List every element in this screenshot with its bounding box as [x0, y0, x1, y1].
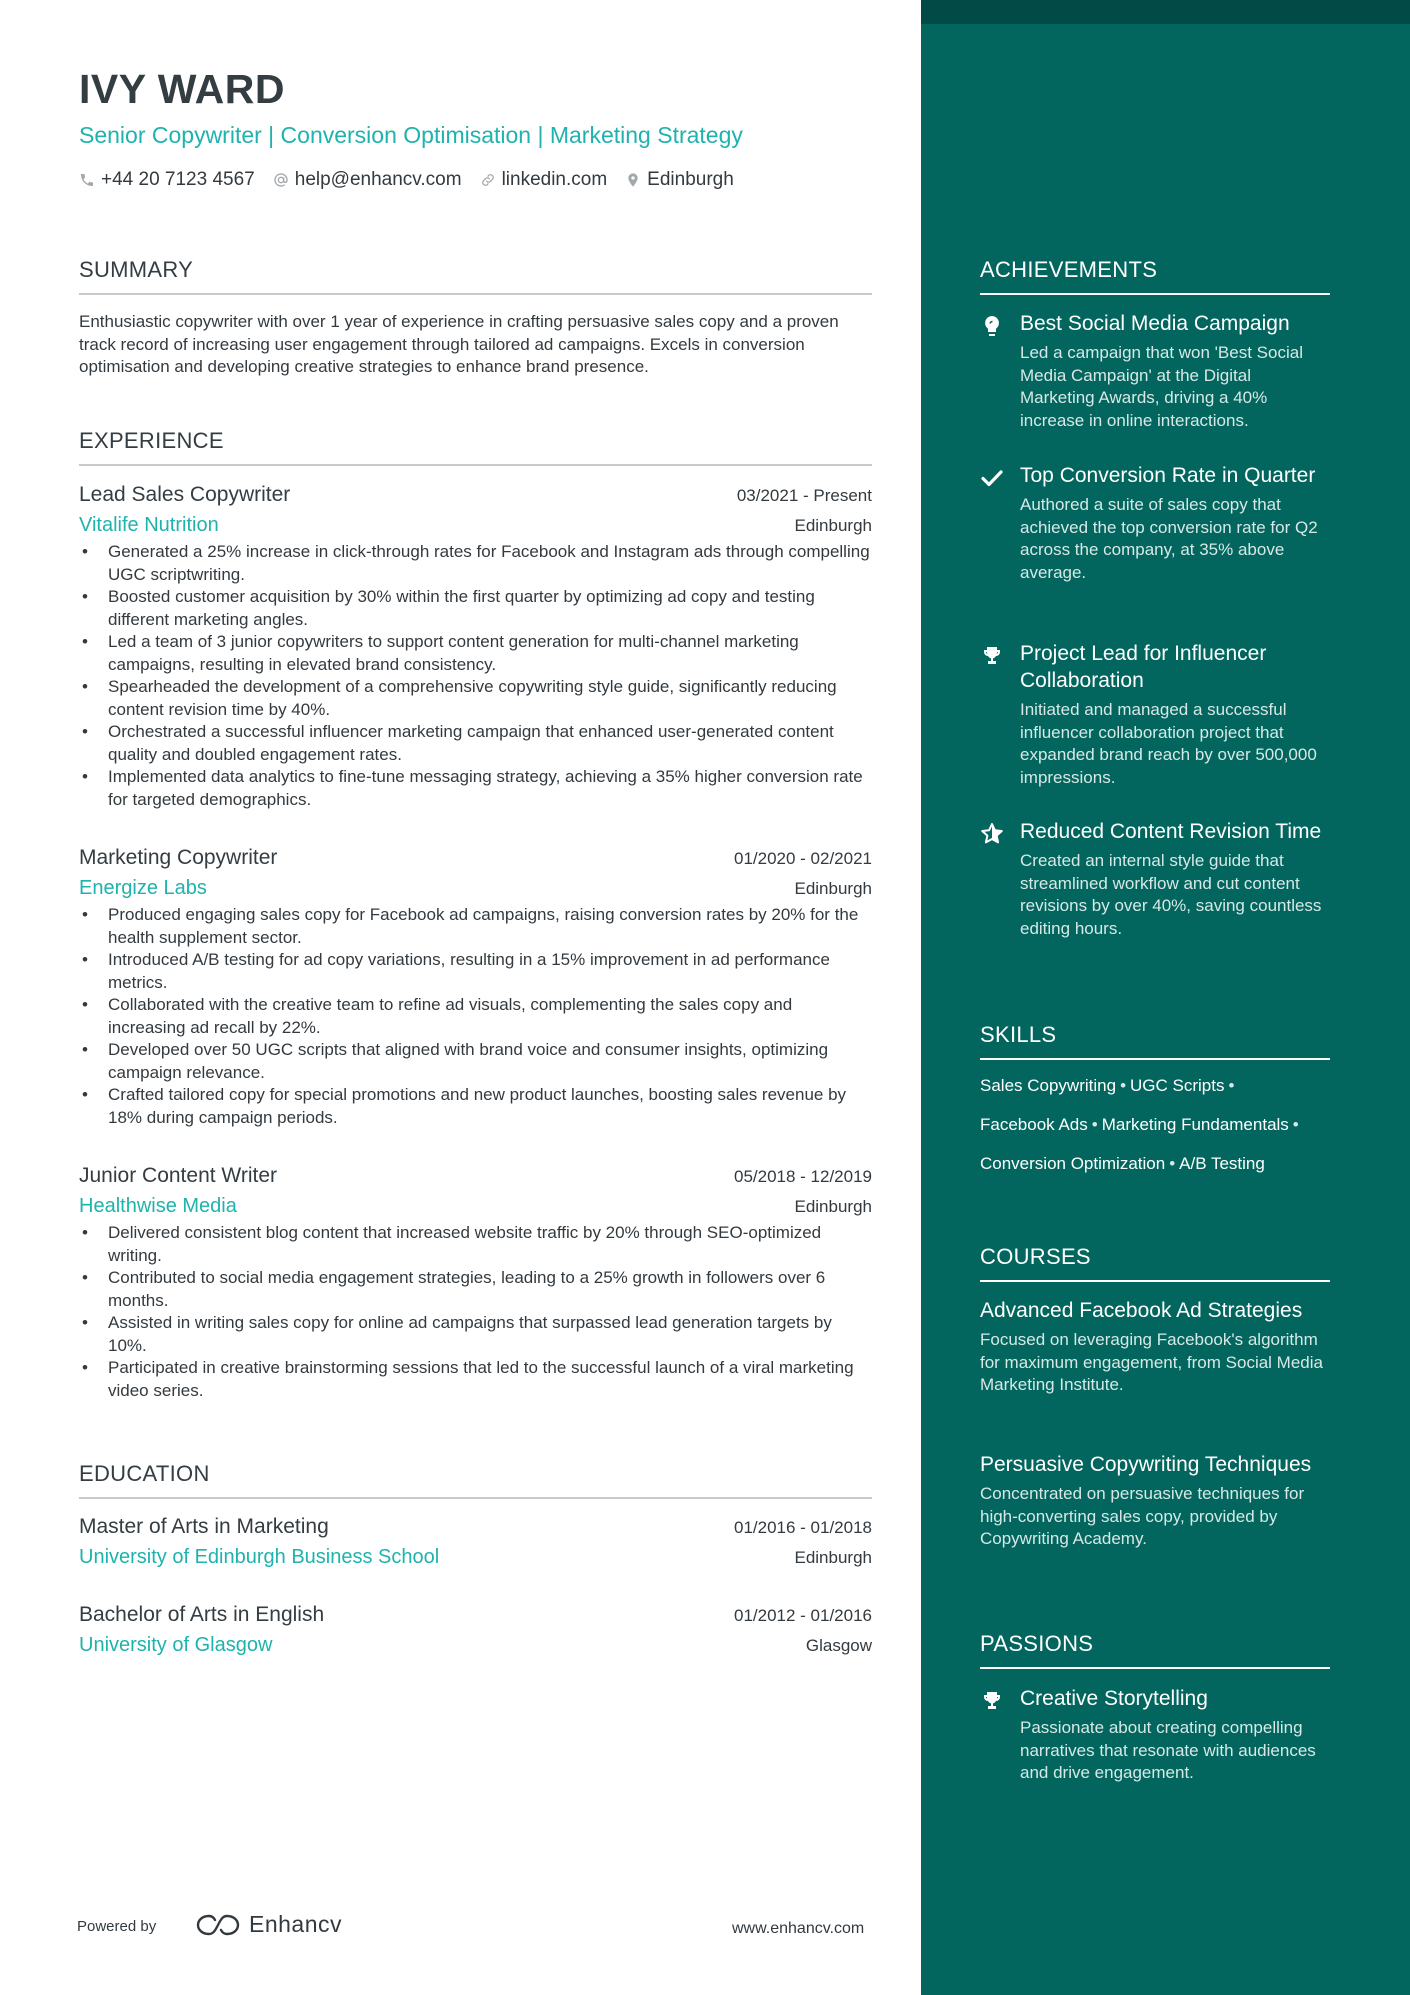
job-dates: 05/2018 - 12/2019 [733, 1167, 872, 1186]
achievement-item [980, 462, 1330, 584]
skill-separator: • [1228, 1076, 1235, 1095]
school-name[interactable]: University of Glasgow [79, 1634, 273, 1656]
experience-entry [79, 846, 872, 1129]
job-dates: 03/2021 - Present [736, 486, 872, 505]
passion-title: Creative Storytelling [1020, 1687, 1208, 1710]
summary-heading: SUMMARY [79, 257, 872, 295]
bullet-list [79, 541, 872, 811]
checkmark-icon [980, 466, 1004, 490]
skill-separator: • [1091, 1115, 1098, 1134]
star-icon [980, 822, 1004, 846]
education-dates: 01/2016 - 01/2018 [733, 1518, 872, 1537]
school-name[interactable]: University of Edinburgh Business School [79, 1546, 440, 1568]
link-icon [480, 172, 496, 188]
job-dates: 01/2020 - 02/2021 [733, 849, 872, 868]
achievement-desc: Led a campaign that won 'Best Social Media Campaign' at the Digital Marketing Awards, driving a 40% increase in online interactions. [1020, 343, 1303, 430]
course-title: Persuasive Copywriting Techniques [980, 1453, 1312, 1476]
job-location: Edinburgh [794, 516, 872, 535]
bullet-item: • Collaborated with the creative team to refine ad visuals, complementing the sales copy and increasing ad recall by 22%. [79, 994, 872, 1039]
bullet-item: • Implemented data analytics to fine-tune messaging strategy, achieving a 35% higher conversion rate for targeted demographics. [79, 766, 872, 811]
course-item [980, 1451, 1330, 1551]
education-location: Glasgow [805, 1636, 872, 1655]
bullet-item: • Led a team of 3 junior copywriters to support content generation for multi-channel marketing campaigns, resulting in elevated brand consistency. [79, 631, 872, 676]
skill-row [980, 1076, 1360, 1115]
passions-heading: PASSIONS [980, 1631, 1330, 1669]
candidate-name: IVY WARD [79, 66, 285, 112]
powered-by-label: Powered by [77, 1918, 157, 1935]
contact-bar [79, 169, 752, 191]
bullet-item: • Orchestrated a successful influencer marketing campaign that enhanced user-generated content quality and doubled engagement rates. [79, 721, 872, 766]
passion-desc: Passionate about creating compelling narratives that resonate with audiences and drive engagement. [1020, 1718, 1316, 1782]
education-entry [79, 1515, 872, 1569]
bullet-item: • Developed over 50 UGC scripts that aligned with brand voice and consumer insights, optimizing campaign relevance. [79, 1039, 872, 1084]
skills-heading: SKILLS [980, 1022, 1330, 1060]
skills-list [980, 1076, 1360, 1193]
skill-tag: UGC Scripts [1130, 1076, 1225, 1095]
bullet-list [79, 904, 872, 1129]
contact-linkedin[interactable] [480, 169, 608, 191]
course-item [980, 1297, 1330, 1397]
education-dates: 01/2012 - 01/2016 [733, 1606, 872, 1625]
trophy-icon [980, 1689, 1004, 1713]
skill-tag: A/B Testing [1179, 1154, 1265, 1173]
experience-entry [79, 1164, 872, 1402]
job-title: Lead Sales Copywriter [79, 483, 291, 506]
skill-tag: Conversion Optimization [980, 1154, 1166, 1173]
linkedin-text: linkedin.com [501, 169, 608, 190]
skill-tag: Facebook Ads [980, 1115, 1088, 1134]
skill-row [980, 1154, 1360, 1193]
phone-icon [79, 172, 95, 188]
skill-tag: Sales Copywriting [980, 1076, 1117, 1095]
job-title: Junior Content Writer [79, 1164, 278, 1187]
skill-tag: Marketing Fundamentals [1101, 1115, 1289, 1134]
achievement-title: Best Social Media Campaign [1020, 312, 1290, 335]
bullet-item: • Participated in creative brainstorming sessions that led to the successful launch of a viral marketing video series. [79, 1357, 872, 1402]
achievement-item [980, 818, 1330, 940]
skill-separator: • [1292, 1115, 1299, 1134]
degree-title: Bachelor of Arts in English [79, 1603, 325, 1626]
education-location: Edinburgh [794, 1548, 872, 1567]
enhancv-brand: Enhancv [249, 1911, 343, 1937]
location-pin-icon [625, 171, 641, 189]
contact-phone[interactable] [79, 169, 255, 191]
course-desc: Focused on leveraging Facebook's algorithm for maximum engagement, from Social Media Marketing Institute. [980, 1330, 1323, 1394]
phone-text: +44 20 7123 4567 [101, 169, 255, 190]
skill-row [980, 1115, 1360, 1154]
at-icon [273, 172, 289, 188]
job-title: Marketing Copywriter [79, 846, 278, 869]
achievement-title: Reduced Content Revision Time [1020, 820, 1322, 843]
skill-separator: • [1120, 1076, 1127, 1095]
headline: Senior Copywriter | Conversion Optimisation | Marketing Strategy [79, 122, 743, 148]
company-name[interactable]: Energize Labs [79, 877, 207, 899]
location-text: Edinburgh [647, 169, 734, 190]
trophy-icon [980, 644, 1004, 668]
bullet-item: • Produced engaging sales copy for Facebook ad campaigns, raising conversion rates by 20% for the health supplement sector. [79, 904, 872, 949]
enhancv-logo-icon [195, 1912, 241, 1938]
bullet-item: • Generated a 25% increase in click-through rates for Facebook and Instagram ads through compelling UGC scriptwriting. [79, 541, 872, 586]
achievement-desc: Initiated and managed a successful influencer collaboration project that expanded brand reach by over 500,000 impressions. [1020, 700, 1317, 787]
achievement-desc: Authored a suite of sales copy that achieved the top conversion rate for Q2 across the company, at 35% above average. [1020, 495, 1318, 582]
enhancv-logo[interactable] [195, 1911, 342, 1938]
bullet-item: • Delivered consistent blog content that increased website traffic by 20% through SEO-optimized writing. [79, 1222, 872, 1267]
bullet-item: • Boosted customer acquisition by 30% within the first quarter by optimizing ad copy and testing different marketing angles. [79, 586, 872, 631]
passion-item [980, 1685, 1330, 1785]
degree-title: Master of Arts in Marketing [79, 1515, 329, 1538]
summary-text: Enthusiastic copywriter with over 1 year of experience in crafting persuasive sales copy and a proven track record of increasing user engagement through tailored ad campaigns. Excels in conversion optimisation and developing creative strategies to enhance brand presence. [79, 312, 839, 376]
lightbulb-icon [980, 314, 1004, 338]
bullet-list [79, 1222, 872, 1402]
bullet-item: • Crafted tailored copy for special promotions and new product launches, boosting sales revenue by 18% during campaign periods. [79, 1084, 872, 1129]
education-entry [79, 1603, 872, 1657]
contact-location [625, 169, 734, 191]
sidebar-top-band [921, 0, 1410, 24]
achievement-desc: Created an internal style guide that streamlined workflow and cut content revisions by over 40%, saving countless editing hours. [1020, 851, 1322, 938]
course-desc: Concentrated on persuasive techniques for high-converting sales copy, provided by Copywriting Academy. [980, 1484, 1305, 1548]
company-name[interactable]: Healthwise Media [79, 1195, 237, 1217]
achievement-title: Project Lead for Influencer Collaboration [1020, 642, 1267, 692]
contact-email[interactable] [273, 169, 462, 191]
achievement-item [980, 640, 1330, 789]
achievement-title: Top Conversion Rate in Quarter [1020, 464, 1316, 487]
job-location: Edinburgh [794, 879, 872, 898]
bullet-item: • Introduced A/B testing for ad copy variations, resulting in a 15% improvement in ad performance metrics. [79, 949, 872, 994]
email-text: help@enhancv.com [294, 169, 462, 190]
courses-heading: COURSES [980, 1244, 1330, 1282]
bullet-item: • Spearheaded the development of a comprehensive copywriting style guide, significantly reducing content revision time by 40%. [79, 676, 872, 721]
job-location: Edinburgh [794, 1197, 872, 1216]
education-heading: EDUCATION [79, 1461, 872, 1499]
bullet-item: • Contributed to social media engagement strategies, leading to a 25% growth in followers over 6 months. [79, 1267, 872, 1312]
experience-heading: EXPERIENCE [79, 428, 872, 466]
footer-url[interactable]: www.enhancv.com [732, 1920, 865, 1937]
experience-entry [79, 483, 872, 811]
achievement-item [980, 310, 1330, 432]
skill-separator: • [1169, 1154, 1176, 1173]
achievements-heading: ACHIEVEMENTS [980, 257, 1330, 295]
bullet-item: • Assisted in writing sales copy for online ad campaigns that surpassed lead generation targets by 10%. [79, 1312, 872, 1357]
company-name[interactable]: Vitalife Nutrition [79, 514, 219, 536]
course-title: Advanced Facebook Ad Strategies [980, 1299, 1303, 1322]
